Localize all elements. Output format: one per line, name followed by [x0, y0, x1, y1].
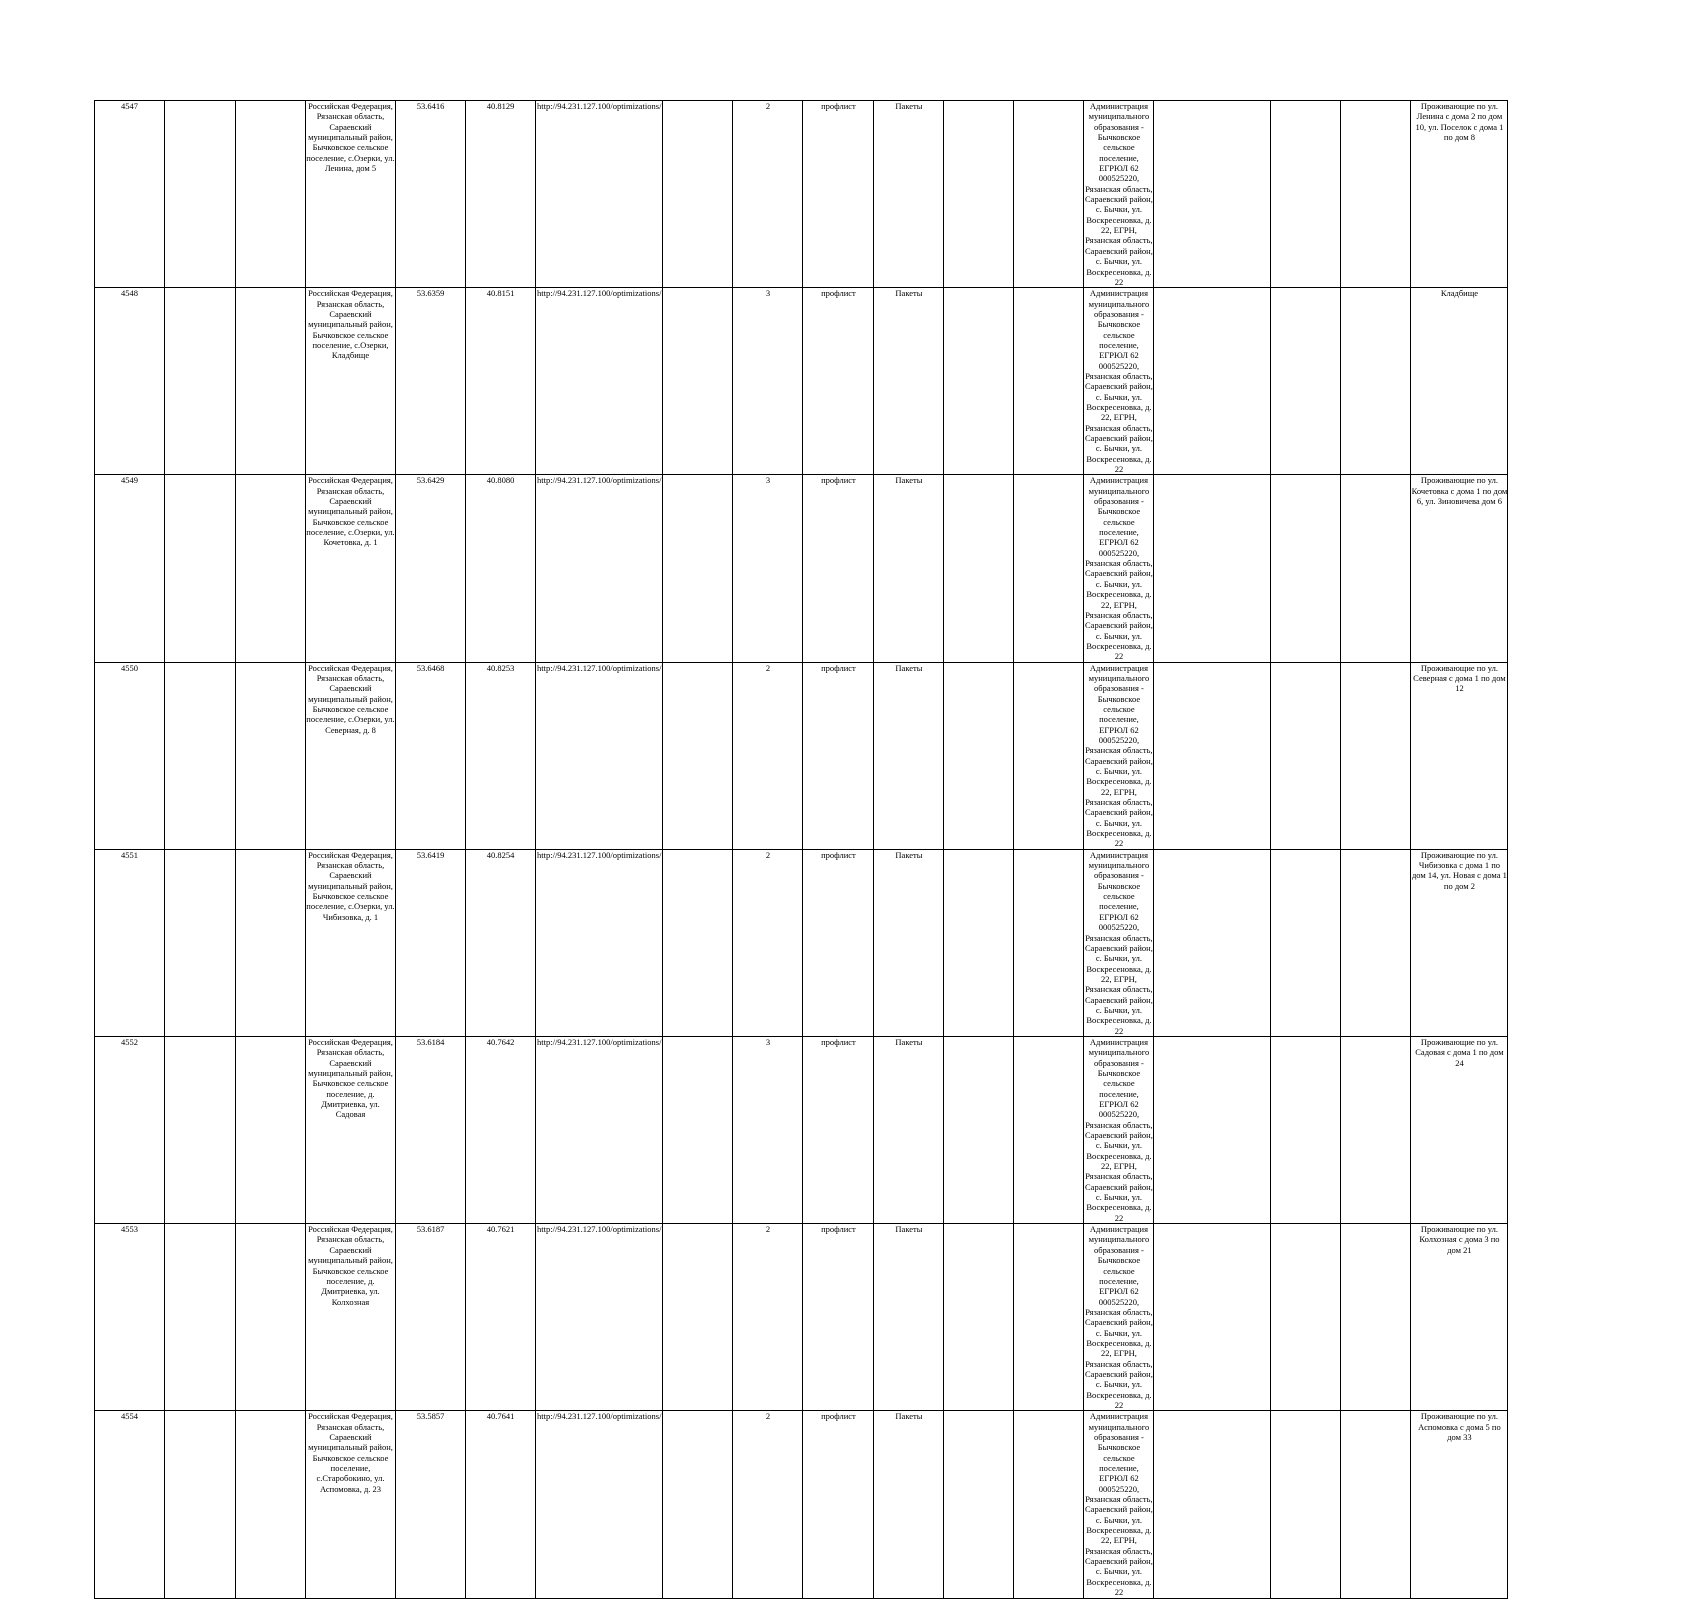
cell-latitude: 53.6187 — [396, 1224, 466, 1411]
cell-empty — [944, 1036, 1014, 1223]
cell-empty — [944, 1224, 1014, 1411]
cell-waste-type: Пакеты — [874, 1224, 944, 1411]
cell-latitude: 53.6468 — [396, 662, 466, 849]
cell-served-objects: Кладбище — [1411, 288, 1508, 475]
cell-empty — [944, 101, 1014, 288]
cell-empty — [1271, 849, 1341, 1036]
table-row — [95, 288, 1508, 475]
cell-empty — [663, 101, 733, 288]
cell-empty — [944, 849, 1014, 1036]
cell-served-objects: Проживающие по ул. Садовая с дома 1 по дом 24 — [1411, 1036, 1508, 1223]
cell-empty — [1014, 662, 1084, 849]
cell-map-link: http://94.231.127.100/optimizations/ — [536, 849, 663, 1036]
cell-empty — [236, 1224, 306, 1411]
cell-empty — [165, 849, 236, 1036]
cell-latitude: 53.5857 — [396, 1411, 466, 1598]
cell-empty — [236, 662, 306, 849]
cell-longitude: 40.8129 — [466, 101, 536, 288]
cell-empty — [1014, 288, 1084, 475]
cell-waste-type: Пакеты — [874, 101, 944, 288]
cell-empty — [165, 288, 236, 475]
table-row — [95, 1411, 1508, 1598]
cell-empty — [1341, 849, 1411, 1036]
cell-waste-type: Пакеты — [874, 1411, 944, 1598]
cell-address: Российская Федерация, Рязанская область, Сараевский муниципальный район, Бычковское сельское поселение, д. Дмитриевка, ул. Колхозная — [306, 1224, 396, 1411]
cell-surface-type: профлист — [803, 662, 874, 849]
cell-empty — [1014, 1224, 1084, 1411]
cell-number: 4548 — [95, 288, 165, 475]
cell-empty — [1154, 1036, 1271, 1223]
cell-surface-type: профлист — [803, 849, 874, 1036]
cell-empty — [663, 475, 733, 662]
cell-map-link: http://94.231.127.100/optimizations/ — [536, 1224, 663, 1411]
cell-latitude: 53.6184 — [396, 1036, 466, 1223]
cell-latitude: 53.6419 — [396, 849, 466, 1036]
cell-waste-type: Пакеты — [874, 849, 944, 1036]
table-row — [95, 1036, 1508, 1223]
cell-address: Российская Федерация, Рязанская область, Сараевский муниципальный район, Бычковское сельское поселение, с.Озерки, ул. Чибизовка, д. 1 — [306, 849, 396, 1036]
cell-owner: Администрация муниципального образования - Бычковское сельское поселение, ЕГРЮЛ 62 000525220, Рязанская область, Сараевский район, с. Бычки, ул. Воскресеновка, д. 22, ЕГРН, Рязанская область, Сараевский район, с. Бычки, ул. Воскресеновка, д. 22 — [1085, 475, 1153, 662]
cell-empty — [1271, 101, 1341, 288]
cell-empty — [1014, 849, 1084, 1036]
table-row — [95, 1224, 1508, 1411]
cell-empty — [663, 1411, 733, 1598]
cell-longitude: 40.8254 — [466, 849, 536, 1036]
cell-number: 4554 — [95, 1411, 165, 1598]
cell-longitude: 40.8080 — [466, 475, 536, 662]
cell-container-count: 3 — [733, 475, 803, 662]
cell-owner: Администрация муниципального образования - Бычковское сельское поселение, ЕГРЮЛ 62 000525220, Рязанская область, Сараевский район, с. Бычки, ул. Воскресеновка, д. 22, ЕГРН, Рязанская область, Сараевский район, с. Бычки, ул. Воскресеновка, д. 22 — [1085, 101, 1153, 287]
cell-empty — [165, 1224, 236, 1411]
cell-number: 4550 — [95, 662, 165, 849]
cell-served-objects: Проживающие по ул. Северная с дома 1 по дом 12 — [1411, 662, 1508, 849]
cell-empty — [165, 1036, 236, 1223]
cell-empty — [236, 1411, 306, 1598]
cell-empty — [1341, 1036, 1411, 1223]
cell-owner: Администрация муниципального образования - Бычковское сельское поселение, ЕГРЮЛ 62 000525220, Рязанская область, Сараевский район, с. Бычки, ул. Воскресеновка, д. 22, ЕГРН, Рязанская область, Сараевский район, с. Бычки, ул. Воскресеновка, д. 22 — [1085, 849, 1153, 1036]
table-row — [95, 101, 1508, 288]
cell-empty — [1271, 1036, 1341, 1223]
cell-surface-type: профлист — [803, 1224, 874, 1411]
cell-address: Российская Федерация, Рязанская область, Сараевский муниципальный район, Бычковское сельское поселение, с.Озерки, ул. Кочетовка, д. 1 — [306, 475, 396, 662]
cell-empty — [1271, 1224, 1341, 1411]
cell-empty — [236, 1036, 306, 1223]
cell-empty — [1154, 475, 1271, 662]
cell-empty — [1014, 1036, 1084, 1223]
cell-empty — [1014, 101, 1084, 288]
cell-number: 4551 — [95, 849, 165, 1036]
cell-empty — [1271, 662, 1341, 849]
cell-waste-type: Пакеты — [874, 475, 944, 662]
cell-empty — [1271, 1411, 1341, 1598]
cell-empty — [1154, 288, 1271, 475]
cell-container-count: 3 — [733, 1036, 803, 1223]
cell-container-count: 2 — [733, 1224, 803, 1411]
cell-latitude: 53.6429 — [396, 475, 466, 662]
cell-container-count: 2 — [733, 849, 803, 1036]
cell-address: Российская Федерация, Рязанская область, Сараевский муниципальный район, Бычковское сельское поселение, с.Озерки, Кладбище — [306, 288, 396, 475]
cell-empty — [1154, 1224, 1271, 1411]
cell-empty — [1341, 662, 1411, 849]
cell-waste-type: Пакеты — [874, 288, 944, 475]
table-row — [95, 849, 1508, 1036]
cell-container-count: 3 — [733, 288, 803, 475]
cell-number: 4552 — [95, 1036, 165, 1223]
cell-empty — [1341, 475, 1411, 662]
cell-empty — [1014, 1411, 1084, 1598]
cell-empty — [1154, 849, 1271, 1036]
cell-longitude: 40.7621 — [466, 1224, 536, 1411]
cell-empty — [663, 662, 733, 849]
cell-empty — [663, 288, 733, 475]
cell-map-link: http://94.231.127.100/optimizations/ — [536, 101, 663, 288]
cell-served-objects: Проживающие по ул. Кочетовка с дома 1 по дом 6, ул. Зиновичева дом 6 — [1411, 475, 1508, 662]
cell-empty — [1341, 1411, 1411, 1598]
cell-empty — [1341, 101, 1411, 288]
cell-empty — [1154, 662, 1271, 849]
cell-surface-type: профлист — [803, 475, 874, 662]
cell-empty — [165, 662, 236, 849]
registry-table — [94, 100, 1508, 1599]
cell-longitude: 40.8253 — [466, 662, 536, 849]
cell-empty — [944, 288, 1014, 475]
cell-surface-type: профлист — [803, 1036, 874, 1223]
cell-number: 4549 — [95, 475, 165, 662]
cell-empty — [236, 475, 306, 662]
cell-latitude: 53.6359 — [396, 288, 466, 475]
cell-empty — [1154, 1411, 1271, 1598]
cell-map-link: http://94.231.127.100/optimizations/ — [536, 662, 663, 849]
cell-empty — [1014, 475, 1084, 662]
cell-empty — [944, 1411, 1014, 1598]
cell-map-link: http://94.231.127.100/optimizations/ — [536, 1036, 663, 1223]
cell-address: Российская Федерация, Рязанская область, Сараевский муниципальный район, Бычковское сельское поселение, с.Старобокино, ул. Аспомовка, д. 23 — [306, 1411, 396, 1598]
cell-surface-type: профлист — [803, 288, 874, 475]
cell-address: Российская Федерация, Рязанская область, Сараевский муниципальный район, Бычковское сельское поселение, д. Дмитриевка, ул. Садовая — [306, 1036, 396, 1223]
cell-waste-type: Пакеты — [874, 1036, 944, 1223]
cell-number: 4547 — [95, 101, 165, 288]
cell-empty — [1341, 288, 1411, 475]
cell-container-count: 2 — [733, 662, 803, 849]
table-row — [95, 475, 1508, 662]
cell-empty — [165, 101, 236, 288]
cell-empty — [1341, 1224, 1411, 1411]
cell-served-objects: Проживающие по ул. Аспомовка с дома 5 по дом 33 — [1411, 1411, 1508, 1598]
cell-address: Российская Федерация, Рязанская область, Сараевский муниципальный район, Бычковское сельское поселение, с.Озерки, ул. Ленина, дом 5 — [306, 101, 396, 288]
cell-owner: Администрация муниципального образования - Бычковское сельское поселение, ЕГРЮЛ 62 000525220, Рязанская область, Сараевский район, с. Бычки, ул. Воскресеновка, д. 22, ЕГРН, Рязанская область, Сараевский район, с. Бычки, ул. Воскресеновка, д. 22 — [1085, 288, 1153, 475]
cell-owner: Администрация муниципального образования - Бычковское сельское поселение, ЕГРЮЛ 62 000525220, Рязанская область, Сараевский район, с. Бычки, ул. Воскресеновка, д. 22, ЕГРН, Рязанская область, Сараевский район, с. Бычки, ул. Воскресеновка, д. 22 — [1085, 1411, 1153, 1598]
cell-empty — [663, 1224, 733, 1411]
cell-owner: Администрация муниципального образования - Бычковское сельское поселение, ЕГРЮЛ 62 000525220, Рязанская область, Сараевский район, с. Бычки, ул. Воскресеновка, д. 22, ЕГРН, Рязанская область, Сараевский район, с. Бычки, ул. Воскресеновка, д. 22 — [1085, 1036, 1153, 1223]
cell-served-objects: Проживающие по ул. Ленина с дома 2 по дом 10, ул. Поселок с дома 1 по дом 8 — [1411, 101, 1508, 288]
cell-number: 4553 — [95, 1224, 165, 1411]
cell-owner: Администрация муниципального образования - Бычковское сельское поселение, ЕГРЮЛ 62 000525220, Рязанская область, Сараевский район, с. Бычки, ул. Воскресеновка, д. 22, ЕГРН, Рязанская область, Сараевский район, с. Бычки, ул. Воскресеновка, д. 22 — [1085, 1224, 1153, 1410]
cell-empty — [1271, 288, 1341, 475]
cell-longitude: 40.7642 — [466, 1036, 536, 1223]
cell-empty — [663, 849, 733, 1036]
cell-empty — [1271, 475, 1341, 662]
table-row — [95, 662, 1508, 849]
cell-surface-type: профлист — [803, 1411, 874, 1598]
cell-latitude: 53.6416 — [396, 101, 466, 288]
cell-empty — [944, 662, 1014, 849]
cell-served-objects: Проживающие по ул. Чибизовка с дома 1 по дом 14, ул. Новая с дома 1 по дом 2 — [1411, 849, 1508, 1036]
cell-empty — [944, 475, 1014, 662]
cell-longitude: 40.7641 — [466, 1411, 536, 1598]
cell-served-objects: Проживающие по ул. Колхозная с дома 3 по дом 21 — [1411, 1224, 1508, 1411]
cell-waste-type: Пакеты — [874, 662, 944, 849]
cell-surface-type: профлист — [803, 101, 874, 288]
cell-owner: Администрация муниципального образования - Бычковское сельское поселение, ЕГРЮЛ 62 000525220, Рязанская область, Сараевский район, с. Бычки, ул. Воскресеновка, д. 22, ЕГРН, Рязанская область, Сараевский район, с. Бычки, ул. Воскресеновка, д. 22 — [1085, 662, 1153, 849]
cell-map-link: http://94.231.127.100/optimizations/ — [536, 475, 663, 662]
cell-empty — [165, 475, 236, 662]
cell-empty — [236, 101, 306, 288]
cell-map-link: http://94.231.127.100/optimizations/ — [536, 1411, 663, 1598]
cell-empty — [236, 288, 306, 475]
cell-container-count: 2 — [733, 1411, 803, 1598]
cell-empty — [663, 1036, 733, 1223]
cell-empty — [236, 849, 306, 1036]
cell-address: Российская Федерация, Рязанская область, Сараевский муниципальный район, Бычковское сельское поселение, с.Озерки, ул. Северная, д. 8 — [306, 662, 396, 849]
cell-empty — [1154, 101, 1271, 288]
cell-container-count: 2 — [733, 101, 803, 288]
cell-longitude: 40.8151 — [466, 288, 536, 475]
cell-map-link: http://94.231.127.100/optimizations/ — [536, 288, 663, 475]
cell-empty — [165, 1411, 236, 1598]
